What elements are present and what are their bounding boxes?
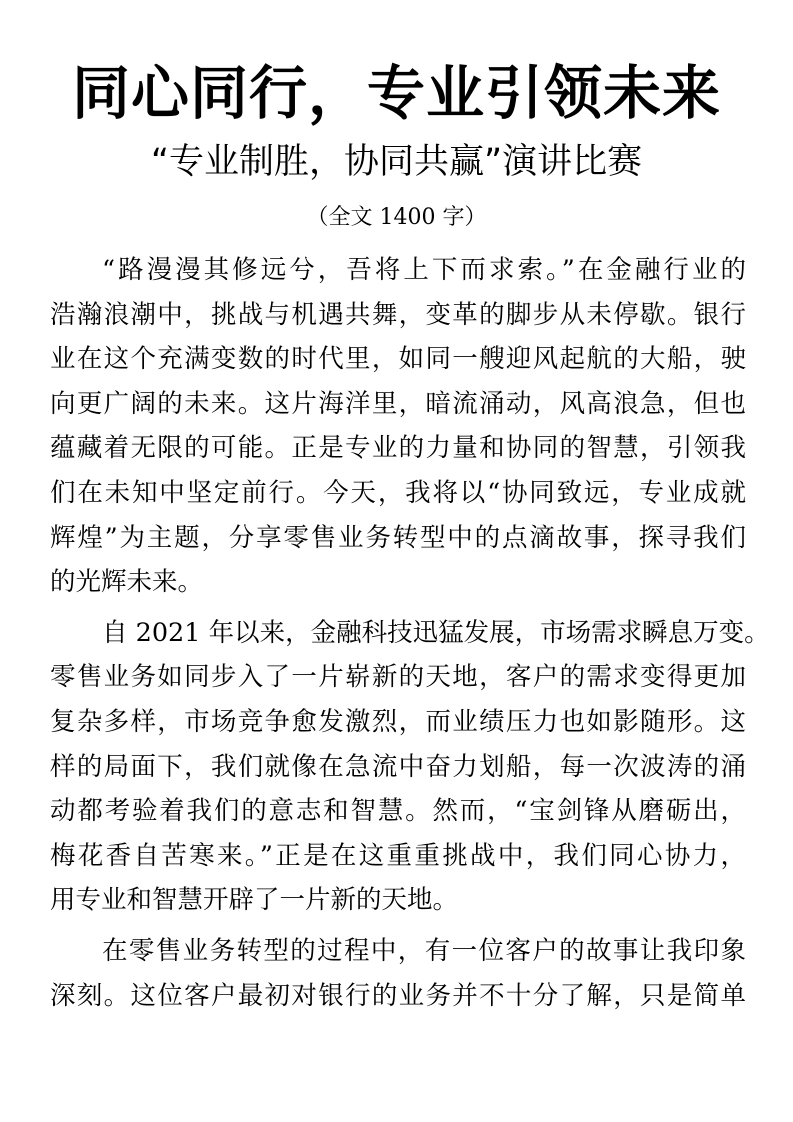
paragraph-1 bbox=[50, 248, 746, 605]
text-line: 们在未知中坚定前行。今天，我将以“协同致远，专业成就 bbox=[50, 477, 746, 508]
text-line: 向更广阔的未来。这片海洋里，暗流涌动，风高浪急，但也 bbox=[50, 388, 746, 419]
document-title: 同心同行，专业引领未来 bbox=[71, 59, 721, 127]
text-line: 复杂多样，市场竞争愈发激烈，而业绩压力也如影随形。这 bbox=[50, 706, 746, 737]
text-line: 深刻。这位客户最初对银行的业务并不十分了解，只是简单 bbox=[50, 980, 746, 1011]
text-line: 样的局面下，我们就像在急流中奋力划船，每一次波涛的涌 bbox=[50, 751, 746, 782]
text-line: 的光辉未来。 bbox=[50, 567, 204, 598]
text-line: 辉煌”为主题，分享零售业务转型中的点滴故事，探寻我们 bbox=[50, 522, 746, 553]
word-count-note: （全文 1400 字） bbox=[306, 205, 487, 230]
text-line: 动都考验着我们的意志和智慧。然而，“宝剑锋从磨砺出， bbox=[50, 796, 746, 827]
text-line: 用专业和智慧开辟了一片新的天地。 bbox=[50, 885, 459, 916]
document-subtitle: “专业制胜，协同共赢”演讲比赛 bbox=[150, 142, 643, 182]
text-line: “路漫漫其修远兮，吾将上下而求索。”在金融行业的 bbox=[102, 255, 746, 285]
paragraph-2 bbox=[50, 611, 770, 923]
text-line: 业在这个充满变数的时代里，如同一艘迎风起航的大船，驶 bbox=[50, 344, 746, 375]
text-line: 梅花香自苦寒来。”正是在这重重挑战中，我们同心协力， bbox=[50, 840, 746, 871]
document-body bbox=[50, 248, 770, 1018]
paragraph-3 bbox=[50, 929, 746, 1018]
text-line: 自 2021 年以来，金融科技迅猛发展，市场需求瞬息万变。 bbox=[102, 617, 770, 648]
text-line: 蕴藏着无限的可能。正是专业的力量和协同的智慧，引领我 bbox=[50, 433, 746, 464]
text-line: 零售业务如同步入了一片崭新的天地，客户的需求变得更加 bbox=[50, 662, 746, 693]
text-line: 在零售业务转型的过程中，有一位客户的故事让我印象 bbox=[102, 935, 746, 966]
text-line: 浩瀚浪潮中，挑战与机遇共舞，变革的脚步从未停歇。银行 bbox=[50, 299, 746, 330]
